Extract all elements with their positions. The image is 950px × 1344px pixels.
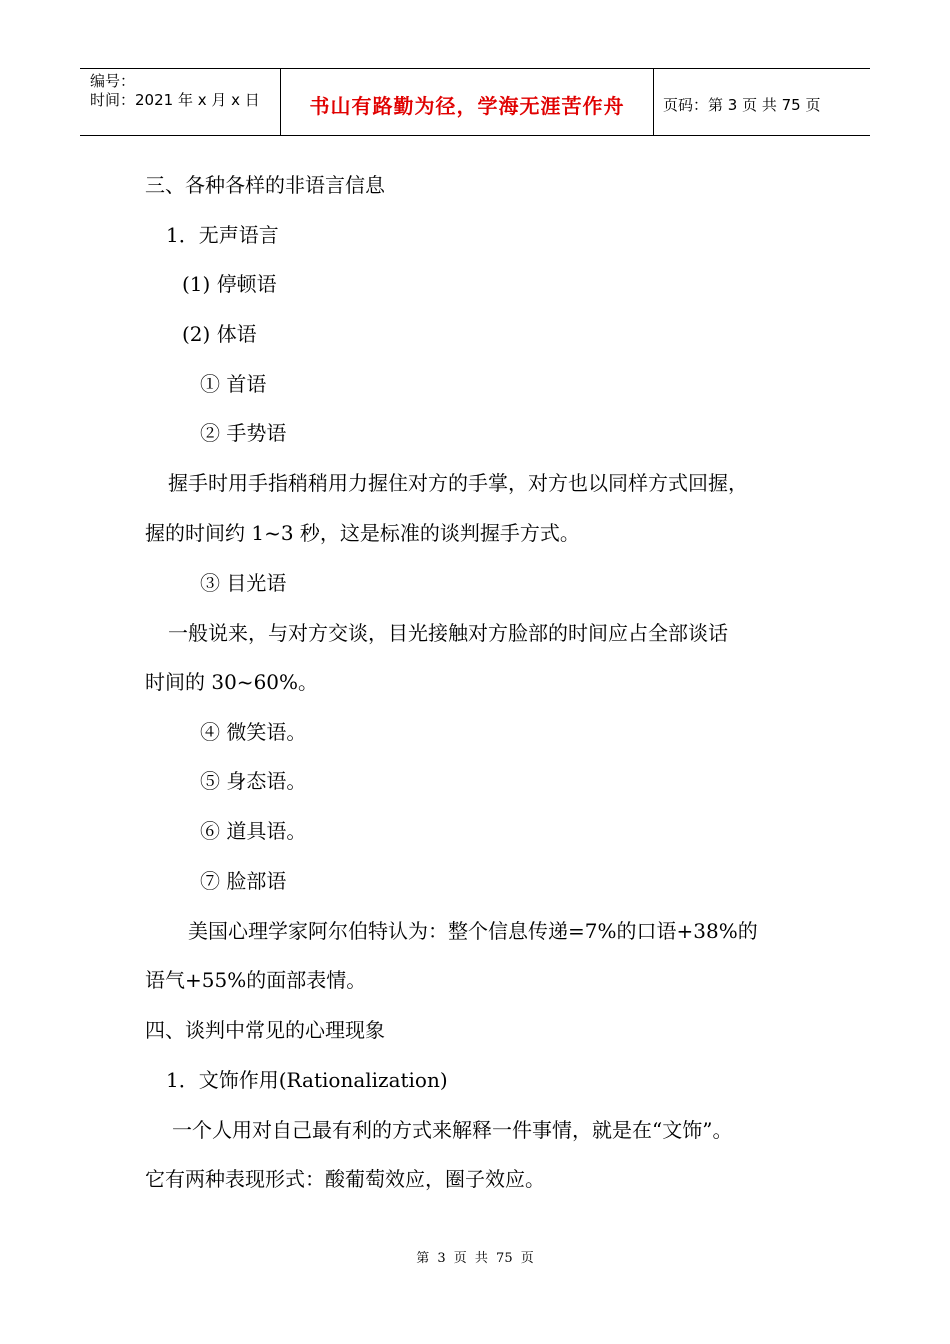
list-item: ⑥ 道具语。 bbox=[200, 819, 307, 843]
page-footer: 第 3 页 共 75 页 bbox=[416, 1251, 534, 1266]
subsection-heading: 1．文饰作用(Rationalization) bbox=[166, 1068, 448, 1092]
header-info-cell bbox=[80, 69, 281, 135]
paragraph-line: 握手时用手指稍稍用力握住对方的手掌，对方也以同样方式回握， bbox=[168, 471, 748, 495]
list-item: ⑤ 身态语。 bbox=[200, 769, 307, 793]
list-item: ② 手势语 bbox=[200, 421, 287, 445]
section-heading: 三、各种各样的非语言信息 bbox=[145, 173, 385, 197]
list-item: ① 首语 bbox=[200, 372, 267, 396]
paragraph-line: 一般说来，与对方交谈，目光接触对方脸部的时间应占全部谈话 bbox=[168, 621, 728, 645]
list-item: (2) 体语 bbox=[182, 322, 257, 346]
header-motto: 书山有路勤为径，学海无涯苦作舟 bbox=[281, 69, 654, 135]
subsection-heading: 1．无声语言 bbox=[166, 223, 279, 247]
list-item: ⑦ 脸部语 bbox=[200, 869, 287, 893]
list-item: (1) 停顿语 bbox=[182, 272, 277, 296]
header-page-label: 页码：第 3 页 共 75 页 bbox=[663, 95, 821, 114]
paragraph-line: 时间的 30~60%。 bbox=[145, 670, 319, 694]
header-date-label: 时间：2021 年 x 月 x 日 bbox=[90, 91, 260, 109]
paragraph-line: 握的时间约 1~3 秒，这是标准的谈判握手方式。 bbox=[145, 521, 580, 545]
list-item: ④ 微笑语。 bbox=[200, 720, 307, 744]
list-item: ③ 目光语 bbox=[200, 571, 287, 595]
page-header bbox=[80, 68, 870, 136]
paragraph-line: 一个人用对自己最有利的方式来解释一件事情，就是在“文饰”。 bbox=[172, 1118, 733, 1142]
paragraph-line: 语气+55%的面部表情。 bbox=[145, 968, 367, 992]
header-number-label: 编号： bbox=[90, 72, 136, 90]
paragraph-line: 美国心理学家阿尔伯特认为：整个信息传递=7%的口语+38%的 bbox=[188, 919, 758, 943]
section-heading: 四、谈判中常见的心理现象 bbox=[145, 1018, 385, 1042]
paragraph-line: 它有两种表现形式：酸葡萄效应，圈子效应。 bbox=[145, 1167, 545, 1191]
